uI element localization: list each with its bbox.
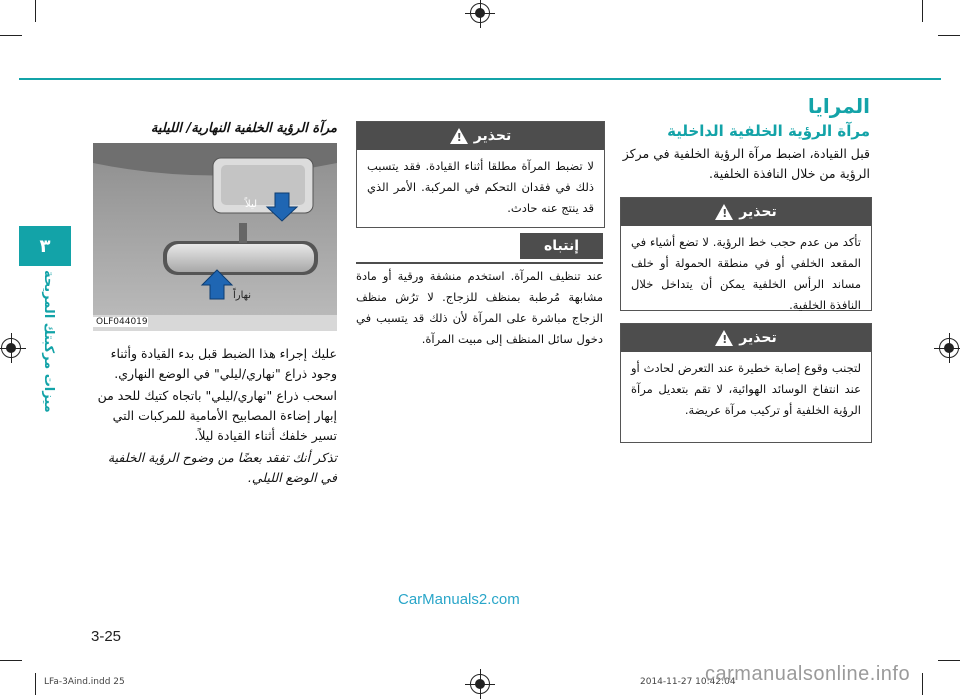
registration-mark-icon	[470, 674, 490, 694]
warning-text: لا تضبط المرآة مطلقا أثناء القيادة. فقد يتسبب ذلك في فقدان التحكم في المركبة. الأمر الذي قد ينتج عنه حادث.	[367, 159, 594, 215]
night-label: ليلاً	[245, 199, 258, 210]
mirror-illustration	[93, 143, 337, 331]
subsection-title: مرآة الرؤية الخلفية الداخلية	[667, 122, 870, 140]
warning-text: لتجنب وقوع إصابة خطيرة عند التعرض لحادث أو عند انتفاخ الوسائد الهوائية، لا تقم بتعديل مرآة الرؤية الخلفية أو تركيب مرآة عريضة.	[631, 361, 861, 417]
mirror-photo	[93, 143, 337, 331]
left-paragraph-1: عليك إجراء هذا الضبط قبل بدء القيادة وأثناء وجود ذراع "نهاري/ليلي" في الوضع النهاري.	[110, 346, 337, 381]
crop-mark	[35, 673, 36, 695]
chapter-label: ميزات مركبتك المريحة	[41, 270, 56, 413]
crop-mark	[0, 660, 22, 661]
page-number: 3-25	[91, 628, 122, 645]
chapter-tab: ٣	[19, 226, 71, 266]
header-rule	[19, 78, 941, 80]
crop-mark	[0, 35, 22, 36]
caution-header: إنتباه	[520, 233, 603, 259]
intro-paragraph: قبل القيادة، اضبط مرآة الرؤية الخلفية في مركز الرؤية من خلال النافذة الخلفية.	[622, 146, 870, 181]
photo-code: OLF044019	[93, 317, 148, 327]
left-paragraph-2: اسحب ذراع "نهاري/ليلي" باتجاه كتيك للحد من إبهار إضاءة المصابيح الأمامية للمركبات التي تسير خلفك أثناء القيادة ليلاً.	[97, 388, 337, 443]
crop-mark	[938, 35, 960, 36]
crop-mark	[922, 673, 923, 695]
warning-box	[356, 121, 605, 228]
registration-mark-icon	[470, 3, 490, 23]
crop-mark	[938, 660, 960, 661]
file-info: LFa-3Aind.indd 25	[44, 677, 125, 687]
warning-icon: !	[450, 128, 468, 144]
warning-icon: !	[715, 204, 733, 220]
warning-box	[620, 323, 872, 443]
watermark: CarManuals2.com	[398, 591, 520, 608]
crop-mark	[922, 0, 923, 22]
warning-text: تأكد من عدم حجب خط الرؤية. لا تضع أشياء في المقعد الخلفي أو في منطقة الحمولة أو خلف مساند الرأس الخلفية يمكن أن يتداخل خلال النافذة الخلفية.	[631, 235, 861, 312]
warning-header: تحذير !	[621, 324, 871, 352]
section-title: المرايا	[807, 94, 870, 118]
warning-header: تحذير !	[357, 122, 604, 150]
crop-mark	[35, 0, 36, 22]
registration-mark-icon	[1, 338, 21, 358]
site-watermark: carmanualsonline.info	[705, 663, 911, 685]
caution-text: عند تنظيف المرآة. استخدم منشفة ورقية أو مادة مشابهة مُرطبة بمنظف للزجاج. لا ترُش منظف الزجاج مباشرة على المرآة لأن ذلك قد يتسبب في دخول سائل المنظف إلى مبيت المرآة.	[356, 269, 603, 346]
warning-icon: !	[715, 330, 733, 346]
left-paragraph-3: تذكر أنك تفقد بعضًا من وضوح الرؤية الخلفية في الوضع الليلي.	[107, 450, 337, 485]
day-label: نهاراً	[233, 290, 252, 301]
timestamp: 2014-11-27 10:42:04	[640, 677, 736, 687]
caution-rule	[356, 262, 603, 264]
registration-mark-icon	[939, 338, 959, 358]
mirror-heading: مرآة الرؤية الخلفية النهارية/ الليلية	[150, 121, 337, 136]
warning-header: تحذير !	[621, 198, 871, 226]
warning-box	[620, 197, 872, 311]
